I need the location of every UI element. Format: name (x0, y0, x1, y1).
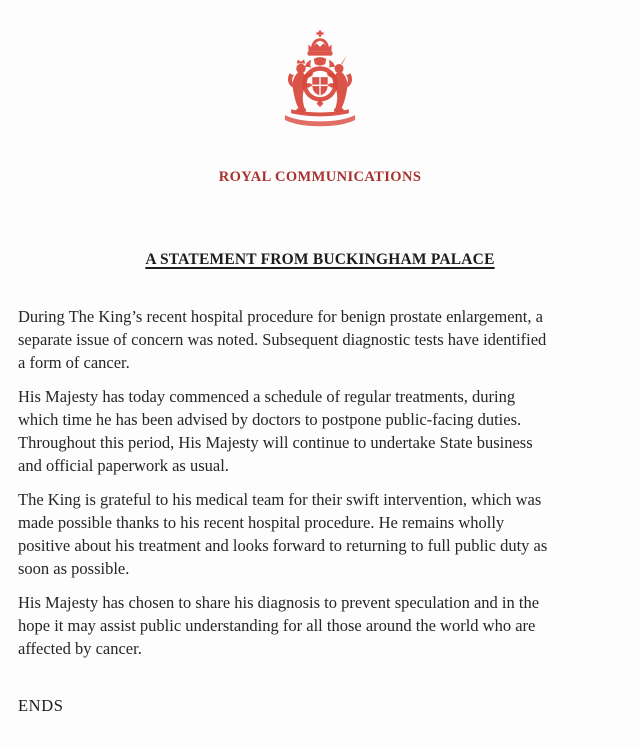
paragraph-line: soon as possible. (18, 559, 130, 578)
royal-crest (268, 30, 372, 132)
statement-heading: A STATEMENT FROM BUCKINGHAM PALACE (145, 251, 495, 268)
paragraph-line: separate issue of concern was noted. Subsequent diagnostic tests have identified (18, 330, 547, 349)
paragraph-line: a form of cancer. (18, 353, 130, 372)
ends-marker: ENDS (18, 696, 64, 715)
statement-body (18, 305, 628, 660)
paragraph-line: positive about his treatment and looks forward to returning to full public duty as (18, 536, 548, 555)
statement-paragraph (18, 488, 628, 580)
paragraph-line: During The King’s recent hospital procedure for benign prostate enlargement, a (18, 307, 543, 326)
paragraph-line: His Majesty has chosen to share his diagnosis to prevent speculation and in the (18, 593, 540, 612)
statement-paragraph (18, 385, 628, 477)
paragraph-line: which time he has been advised by doctors to postpone public-facing duties. (18, 410, 522, 429)
paragraph-line: Throughout this period, His Majesty will continue to undertake State business (18, 433, 533, 452)
statement-paragraph (18, 305, 628, 374)
letterhead-title: ROYAL COMMUNICATIONS (218, 169, 422, 185)
statement-paragraph (18, 591, 628, 660)
paragraph-line: made possible thanks to his recent hospital procedure. He remains wholly (18, 513, 505, 532)
paragraph-line: hope it may assist public understanding for all those around the world who are (18, 616, 536, 635)
paragraph-line: and official paperwork as usual. (18, 456, 229, 475)
paragraph-line: affected by cancer. (18, 639, 142, 658)
paragraph-line: His Majesty has today commenced a schedule of regular treatments, during (18, 387, 516, 406)
paragraph-line: The King is grateful to his medical team for their swift intervention, which was (18, 490, 542, 509)
royal-coat-of-arms-icon (270, 30, 370, 132)
